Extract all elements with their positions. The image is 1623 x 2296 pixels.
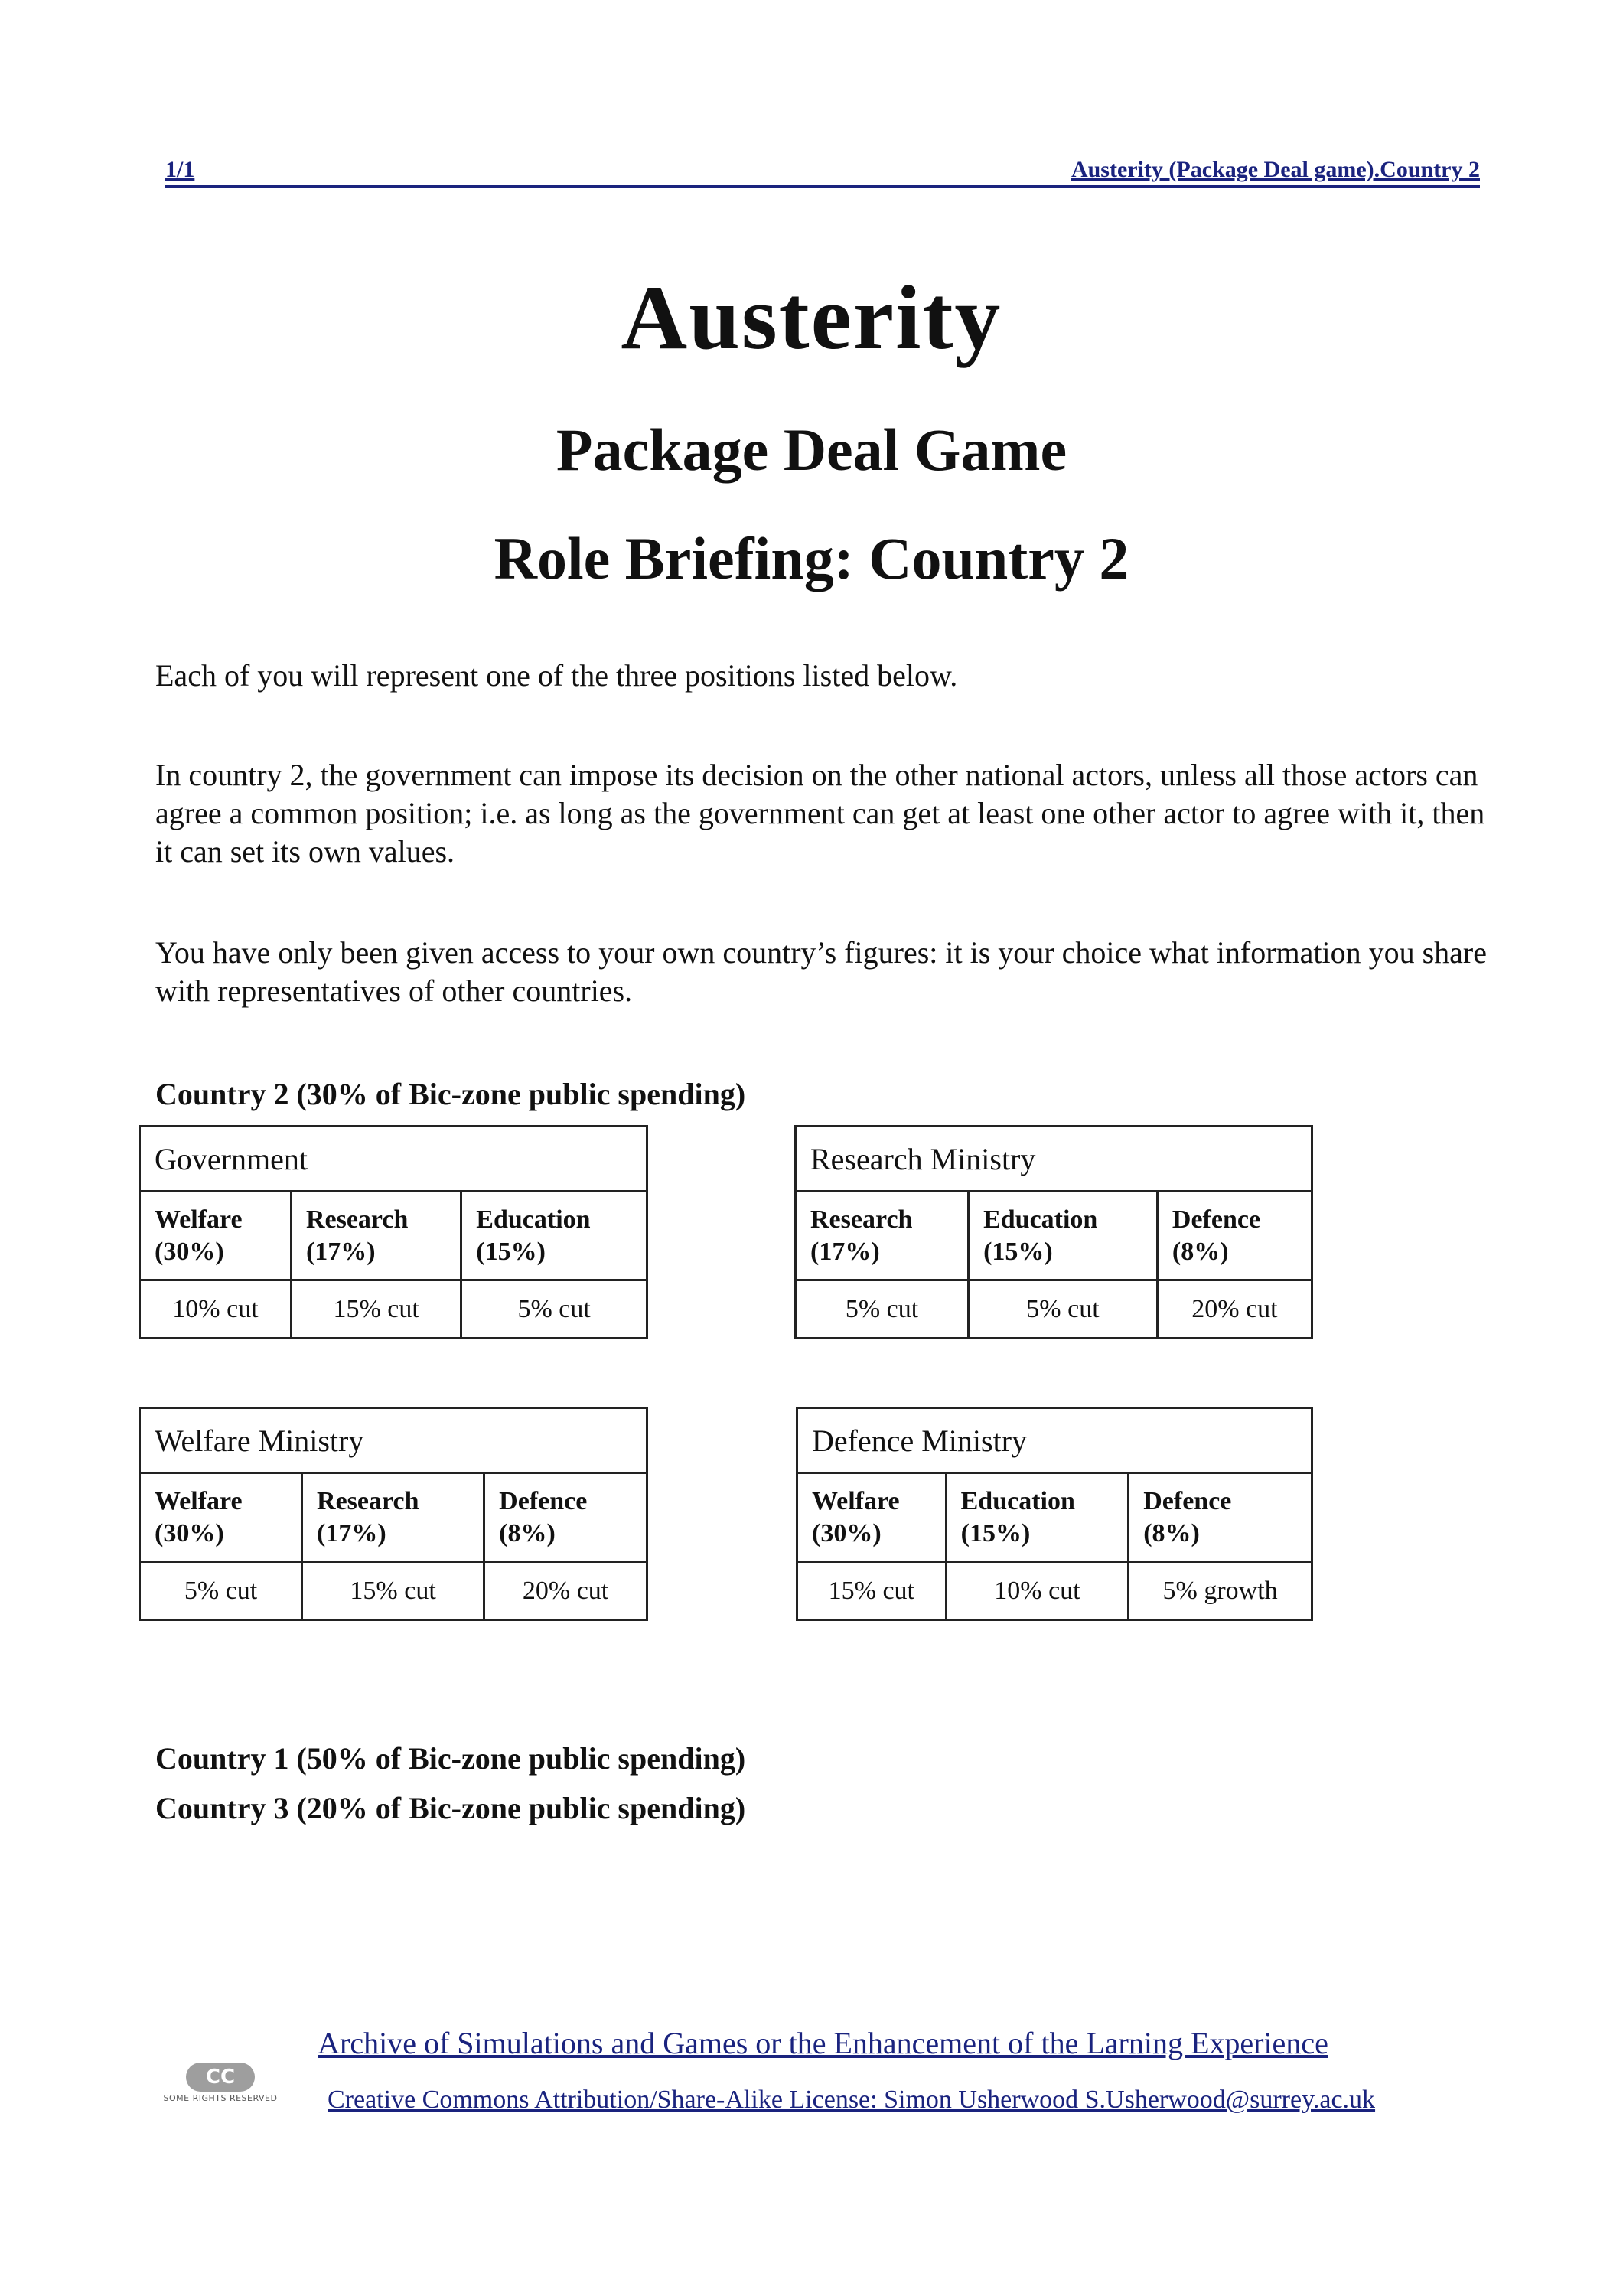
page-header — [165, 153, 1480, 188]
header-page-number: 1/1 — [165, 157, 195, 182]
value-cell: 5% growth — [1129, 1562, 1312, 1620]
value-cell: 15% cut — [291, 1280, 461, 1339]
license-link[interactable]: Creative Commons Attribution/Share-Alike License: Simon Usherwood S.Usherwood@surrey.ac.uk — [328, 2086, 1376, 2114]
column-header: Defence (8%) — [1129, 1473, 1312, 1562]
value-cell: 20% cut — [484, 1562, 647, 1620]
document-title: Austerity — [621, 266, 1002, 368]
info-paragraph: You have only been given access to your own country’s figures: it is your choice what information you share with representatives of other countries. — [155, 935, 1487, 1008]
cc-caption: SOME RIGHTS RESERVED — [163, 2093, 278, 2103]
defence-ministry-table — [796, 1407, 1313, 1621]
value-cell: 5% cut — [461, 1280, 647, 1339]
column-header: Defence (8%) — [1157, 1192, 1312, 1280]
value-cell: 20% cut — [1157, 1280, 1312, 1339]
country2-heading: Country 2 (30% of Bic-zone public spending) — [155, 1077, 746, 1111]
table-title: Defence Ministry — [797, 1408, 1312, 1473]
country1-heading: Country 1 (50% of Bic-zone public spending) — [155, 1741, 746, 1776]
column-header: Education (15%) — [946, 1473, 1129, 1562]
value-cell: 15% cut — [797, 1562, 947, 1620]
column-header: Welfare (30%) — [140, 1473, 302, 1562]
column-header: Welfare (30%) — [140, 1192, 292, 1280]
table-title: Research Ministry — [796, 1127, 1312, 1192]
creative-commons-icon — [163, 2063, 278, 2110]
value-cell: 5% cut — [796, 1280, 969, 1339]
value-cell: 10% cut — [140, 1280, 292, 1339]
value-cell: 5% cut — [140, 1562, 302, 1620]
column-header: Defence (8%) — [484, 1473, 647, 1562]
column-header: Education (15%) — [969, 1192, 1158, 1280]
column-header: Research (17%) — [302, 1473, 484, 1562]
column-header: Welfare (30%) — [797, 1473, 947, 1562]
value-cell: 5% cut — [969, 1280, 1158, 1339]
intro-paragraph: Each of you will represent one of the three positions listed below. — [155, 658, 958, 693]
rules-paragraph: In country 2, the government can impose its decision on the other national actors, unless all those actors can agree a common position; i.e. as long as the government can get at least one other actor to agree with it, then it can set its own values. — [155, 758, 1485, 869]
column-header: Research (17%) — [796, 1192, 969, 1280]
role-title: Role Briefing: Country 2 — [494, 525, 1129, 592]
country3-heading: Country 3 (20% of Bic-zone public spending) — [155, 1791, 746, 1825]
value-cell: 10% cut — [946, 1562, 1129, 1620]
government-table — [139, 1125, 648, 1339]
column-header: Research (17%) — [291, 1192, 461, 1280]
research-ministry-table — [794, 1125, 1313, 1339]
welfare-ministry-table — [139, 1407, 648, 1621]
table-title: Welfare Ministry — [140, 1408, 647, 1473]
archive-link[interactable]: Archive of Simulations and Games or the Enhancement of the Larning Experience — [318, 2026, 1328, 2060]
column-header: Education (15%) — [461, 1192, 647, 1280]
document-subtitle: Package Deal Game — [556, 416, 1067, 483]
value-cell: 15% cut — [302, 1562, 484, 1620]
header-document-title: Austerity (Package Deal game).Country 2 — [1071, 157, 1480, 182]
table-title: Government — [140, 1127, 647, 1192]
cc-logo: CC — [186, 2063, 255, 2092]
